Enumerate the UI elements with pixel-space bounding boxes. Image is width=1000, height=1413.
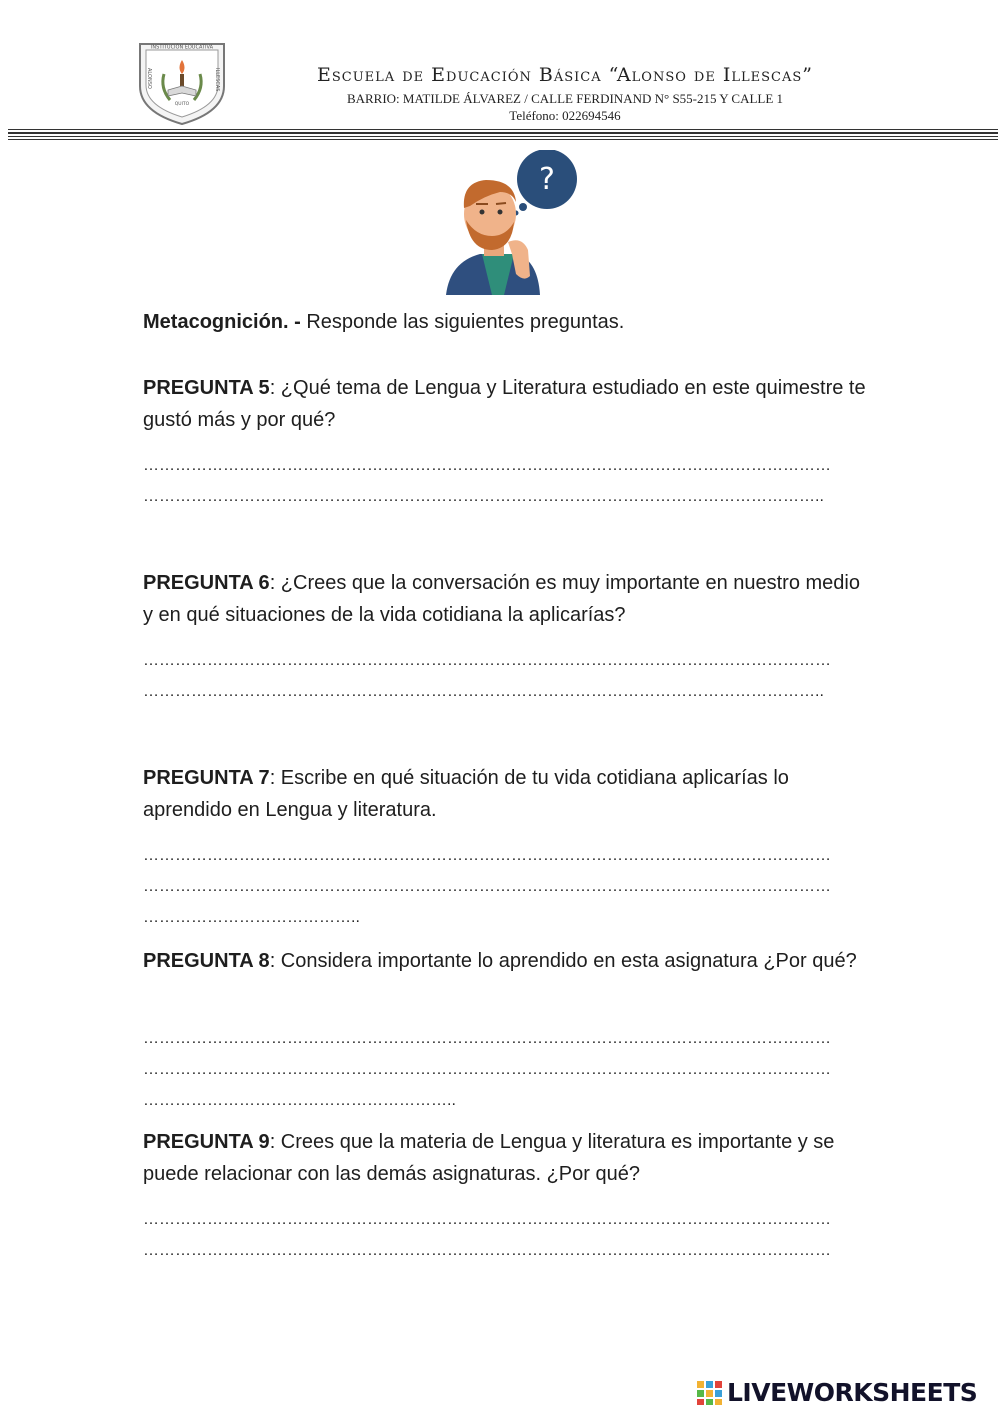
answer-line[interactable]: ………………………………………………………………………………………………………………… <box>143 652 831 669</box>
question-7 <box>143 762 873 826</box>
header-rule <box>8 129 998 130</box>
intro-line <box>143 306 873 338</box>
question-9-text: : Crees que la materia de Lengua y literatura es importante y se puede relacionar con las demás asignaturas. ¿Por qué? <box>143 1131 835 1185</box>
answer-line[interactable]: ………………………………………………………………………………………………………………… <box>143 457 831 474</box>
question-5 <box>143 372 873 436</box>
seal-left-text: ALONSO <box>146 68 152 89</box>
question-5-text: : ¿Qué tema de Lengua y Literatura estudiado en este quimestre te gustó más y por qué? <box>143 377 866 431</box>
question-5-label: PREGUNTA 5 <box>143 377 270 399</box>
question-8-text: : Considera importante lo aprendido en esta asignatura ¿Por qué? <box>269 950 857 972</box>
liveworksheets-brand: LIVEWORKSHEETS <box>727 1378 978 1407</box>
answer-line[interactable]: ……………………………………………………………………………………………………………….. <box>143 683 824 700</box>
question-7-text: : Escribe en qué situación de tu vida cotidiana aplicarías lo aprendido en Lengua y literatura. <box>143 767 789 821</box>
answer-line[interactable]: ………………………………………………………………………………………………………………… <box>143 878 831 895</box>
answer-line[interactable]: ………………………………………………………………………………………………………………… <box>143 1211 831 1228</box>
question-8 <box>143 945 873 977</box>
liveworksheets-icon <box>697 1381 723 1405</box>
question-9-label: PREGUNTA 9 <box>143 1131 270 1153</box>
answer-line[interactable]: ………………………………….. <box>143 909 360 926</box>
liveworksheets-logo <box>697 1378 995 1408</box>
question-8-label: PREGUNTA 8 <box>143 950 270 972</box>
intro-text: Responde las siguientes preguntas. <box>300 311 625 333</box>
header-rule <box>8 136 998 137</box>
question-6-text: : ¿Crees que la conversación es muy importante en nuestro medio y en qué situaciones de la vida cotidiana la aplicarías? <box>143 572 860 626</box>
answer-line[interactable]: ………………………………………………………………………………………………………………… <box>143 1061 831 1078</box>
intro-label: Metacognición. - <box>143 311 301 333</box>
answer-line[interactable]: ………………………………………………………………………………………………………………… <box>143 847 831 864</box>
question-9 <box>143 1126 873 1190</box>
school-name: Escuela de Educación Básica “Alonso de Illescas” <box>316 64 813 86</box>
answer-line[interactable]: ……………………………………………………………………………………………………………….. <box>143 488 824 505</box>
question-6-label: PREGUNTA 6 <box>143 572 270 594</box>
answer-line[interactable]: ………………………………………………….. <box>143 1092 456 1109</box>
answer-line[interactable]: ………………………………………………………………………………………………………………… <box>143 1030 831 1047</box>
question-7-label: PREGUNTA 7 <box>143 767 270 789</box>
header-rule <box>8 132 998 134</box>
school-address: BARRIO: MATILDE ÁLVAREZ / CALLE FERDINAND N° S55-215 Y CALLE 1 <box>346 91 784 106</box>
header-rule <box>8 139 998 140</box>
seal-city-text: QUITO <box>174 102 190 107</box>
question-mark-icon: ? <box>539 162 555 197</box>
answer-line[interactable]: ………………………………………………………………………………………………………………… <box>143 1242 831 1259</box>
school-phone: Teléfono: 022694546 <box>509 108 621 123</box>
seal-right-text: ILLESCAS <box>214 68 220 92</box>
seal-top-text: INSTITUCIÓN EDUCATIVA <box>150 44 214 51</box>
thinking-man-illustration <box>440 150 585 295</box>
question-6 <box>143 567 873 631</box>
